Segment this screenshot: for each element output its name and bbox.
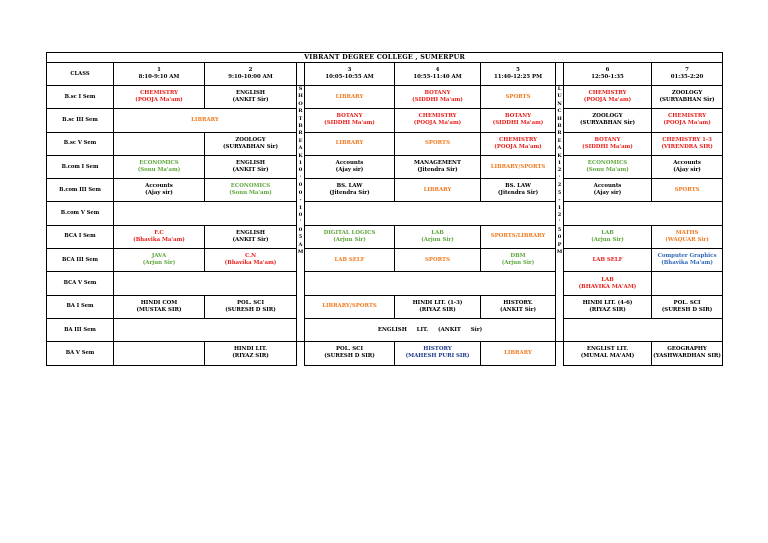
- break-letter: R: [298, 108, 303, 115]
- teacher: (Arjun Sir): [501, 260, 535, 267]
- teacher: (POOJA Ma'am): [413, 120, 462, 127]
- period-number: 5: [516, 67, 520, 73]
- class-name: B.com III Sem: [47, 179, 114, 202]
- schedule-cell: [652, 249, 723, 272]
- short-break-label: [297, 86, 304, 256]
- break-letter: 5: [298, 234, 303, 241]
- subject: ECONOMICS: [587, 160, 628, 167]
- schedule-cell: [205, 86, 297, 109]
- period-number: 3: [347, 67, 352, 73]
- subject: HINDI COM: [140, 299, 178, 306]
- schedule-cell: [205, 179, 297, 202]
- table-row: [47, 179, 723, 202]
- schedule-cell: [564, 249, 652, 272]
- teacher: (Arjun Sir): [591, 236, 624, 243]
- period-time: 10:05-10:55 AM: [325, 74, 374, 80]
- subject: HISTORY: [423, 346, 452, 353]
- break-letter: 0: [298, 226, 303, 233]
- break-letter: S: [298, 86, 303, 92]
- schedule-cell: [564, 295, 652, 318]
- subject: ENGLISH: [236, 229, 265, 236]
- break-letter: H: [557, 115, 562, 122]
- schedule-cell: [652, 225, 723, 248]
- teacher: (Jitendra Sir): [329, 190, 370, 197]
- schedule-cell: [114, 179, 205, 202]
- subject: Computer Graphics: [657, 253, 717, 260]
- teacher: (Arjun Sir): [421, 236, 454, 243]
- schedule-cell-empty: [305, 272, 556, 295]
- period-4-header: [395, 63, 481, 86]
- header-row: [47, 63, 723, 86]
- timetable-sheet: [46, 52, 722, 366]
- subject: GEOGRAPHY: [667, 346, 707, 353]
- period-time: 10:55-11:40 AM: [413, 74, 462, 80]
- subject: BS. LAW: [336, 183, 363, 190]
- teacher: (RIYAZ SIR): [589, 306, 626, 313]
- table-row: [47, 342, 723, 365]
- teacher: (ANKIT Sir): [232, 167, 269, 174]
- subject: Accounts: [145, 183, 173, 190]
- schedule-cell-empty: [114, 342, 205, 365]
- period-number: 4: [435, 67, 440, 73]
- subject: CHEMISTRY: [668, 113, 707, 120]
- page-title: VIBRANT DEGREE COLLEGE , SUMERPUR: [47, 53, 723, 63]
- table-row: [47, 272, 723, 295]
- schedule-cell: [564, 225, 652, 248]
- teacher: (Jitendra Sir): [417, 167, 458, 174]
- class-name: B.sc I Sem: [47, 86, 114, 109]
- schedule-cell: [395, 155, 481, 178]
- subject: CHEMISTRY: [588, 90, 627, 97]
- schedule-cell: [114, 86, 205, 109]
- short-break-gap-bottom: [297, 342, 305, 365]
- schedule-cell: [395, 86, 481, 109]
- class-name: BA I Sem: [47, 295, 114, 318]
- teacher: (Sonu Ma'am): [137, 167, 181, 174]
- break-letter: 1: [557, 204, 562, 211]
- class-name: B.com V Sem: [47, 202, 114, 225]
- class-name: B.com I Sem: [47, 155, 114, 178]
- break-letter: ': [558, 219, 561, 226]
- period-time: 9:10-10:00 AM: [228, 74, 273, 80]
- schedule-cell: [205, 155, 297, 178]
- schedule-cell: [205, 225, 297, 248]
- teacher: (SIDDHI Ma'am): [324, 120, 375, 127]
- subject: BOTANY: [424, 90, 451, 97]
- subject: CHEMISTRY: [139, 90, 179, 97]
- schedule-cell: [205, 249, 297, 272]
- subject: POL. SCI: [336, 346, 363, 353]
- subject: LAB: [431, 229, 444, 236]
- subject: BS. LAW: [505, 183, 531, 190]
- break-letter: A: [298, 145, 303, 152]
- teacher: (POOJA Ma'am): [583, 97, 632, 104]
- break-letter: ': [299, 219, 302, 226]
- schedule-cell: [305, 295, 395, 318]
- teacher: (Bhavika Ma'am): [661, 260, 713, 267]
- break-letter: L: [557, 86, 562, 92]
- table-row: [47, 109, 723, 132]
- table-row: [47, 202, 723, 225]
- schedule-cell: [652, 179, 723, 202]
- teacher: (ANKIT Sir): [232, 236, 269, 243]
- table-row: [47, 318, 723, 341]
- schedule-cell: [652, 109, 723, 132]
- schedule-cell: [564, 155, 652, 178]
- teacher: (Sonu Ma'am): [586, 167, 629, 174]
- schedule-cell: [395, 132, 481, 155]
- break-letter: H: [298, 93, 303, 100]
- period-5-header: [481, 63, 556, 86]
- short-break-column: [297, 86, 305, 342]
- break-letter: U: [557, 93, 562, 100]
- teacher: (ANKIT Sir): [499, 306, 537, 313]
- class-header: CLASS: [47, 63, 114, 86]
- teacher: (Ajay sir): [335, 167, 364, 174]
- schedule-cell: [205, 132, 297, 155]
- teacher: (SIDDHI Ma'am): [582, 143, 633, 150]
- schedule-cell-empty: [564, 202, 723, 225]
- subject: ENGLISH LIT. (ANKIT Sir): [377, 326, 483, 333]
- subject: LAB SELF: [592, 256, 623, 263]
- teacher: (VIRENDRA SIR): [661, 143, 713, 150]
- subject: ZOOLOGY: [235, 136, 266, 143]
- schedule-cell: [481, 249, 556, 272]
- period-time: 8:10-9:10 AM: [138, 74, 180, 80]
- break-letter: T: [298, 115, 303, 122]
- subject: SPORTS: [425, 140, 450, 147]
- break-letter: ': [558, 174, 561, 181]
- subject: DBM: [510, 253, 526, 260]
- schedule-cell-empty: [652, 272, 723, 295]
- break-letter: -: [299, 197, 302, 204]
- schedule-cell: [395, 179, 481, 202]
- schedule-cell: [114, 109, 297, 132]
- subject: CHEMISTRY 1-3: [662, 136, 712, 143]
- table-row: [47, 225, 723, 248]
- class-name: B.sc V Sem: [47, 132, 114, 155]
- subject: CHEMISTRY: [498, 136, 538, 143]
- break-letter: K: [298, 152, 303, 159]
- break-letter: N: [557, 100, 562, 107]
- teacher: (Ajay sir): [145, 190, 173, 197]
- schedule-cell-empty: [564, 318, 723, 341]
- teacher: (BHAVIKA MA'AM): [578, 283, 637, 290]
- schedule-cell: [114, 225, 205, 248]
- subject: BOTANY: [504, 113, 532, 120]
- subject: LAB: [601, 276, 614, 283]
- teacher: (WAQUAR Sir): [665, 236, 709, 243]
- break-letter: M: [556, 248, 563, 255]
- schedule-cell: [481, 132, 556, 155]
- schedule-cell: [114, 249, 205, 272]
- schedule-cell: [305, 109, 395, 132]
- subject: LIBRARY: [191, 116, 219, 123]
- table-row: [47, 249, 723, 272]
- schedule-cell-empty: [305, 202, 556, 225]
- break-letter: -: [558, 197, 561, 204]
- lunch-break-label: [556, 86, 563, 256]
- schedule-cell: [564, 179, 652, 202]
- teacher: (POOJA Ma'am): [663, 120, 711, 127]
- schedule-cell: [305, 86, 395, 109]
- period-2-header: [205, 63, 297, 86]
- schedule-cell: [481, 179, 556, 202]
- teacher: (YASHWARDHAN SIR): [653, 353, 721, 360]
- schedule-cell: [564, 109, 652, 132]
- subject: MANAGEMENT: [414, 160, 461, 167]
- break-letter: R: [557, 130, 562, 137]
- schedule-cell: [481, 295, 556, 318]
- schedule-cell: [652, 132, 723, 155]
- schedule-cell: [305, 318, 556, 341]
- period-3-header: [305, 63, 395, 86]
- break-letter: B: [557, 123, 562, 130]
- teacher: (SURYABHAN Sir): [659, 97, 715, 104]
- lunch-break-gap-top: [556, 63, 564, 86]
- schedule-cell: [481, 109, 556, 132]
- teacher: (Ajay sir): [593, 190, 622, 197]
- subject: HINDI LIT.: [233, 346, 268, 353]
- break-letter: P: [557, 241, 562, 248]
- break-letter: 2: [557, 211, 562, 218]
- subject: HISTORY.: [503, 299, 533, 306]
- subject: LIBRARY: [504, 349, 532, 356]
- schedule-cell: [395, 249, 481, 272]
- break-letter: ': [299, 174, 302, 181]
- period-7-header: [652, 63, 723, 86]
- teacher: (SURESH D SIR): [324, 353, 375, 360]
- break-letter: 0: [298, 189, 303, 196]
- schedule-cell-empty: [114, 272, 297, 295]
- schedule-cell: [305, 342, 395, 365]
- subject: LIBRARY: [423, 186, 452, 193]
- schedule-cell: [652, 295, 723, 318]
- teacher: (MAHESH PURI SIR): [405, 353, 470, 360]
- table-row: [47, 295, 723, 318]
- schedule-cell: [395, 342, 481, 365]
- subject: SPORTS: [674, 186, 700, 193]
- subject: HINDI LIT. (4-6): [582, 299, 633, 306]
- schedule-cell: [564, 342, 652, 365]
- teacher: (SURESH D SIR): [661, 306, 713, 313]
- period-6-header: [564, 63, 652, 86]
- subject: LAB SELF: [334, 256, 365, 263]
- break-letter: A: [298, 241, 303, 248]
- subject: LIBRARY: [335, 93, 364, 100]
- break-letter: 1: [298, 160, 303, 167]
- teacher: (Sonu Ma'am): [229, 190, 272, 197]
- teacher: (SIDDHI Ma'am): [492, 120, 544, 127]
- subject: POL. SCI: [673, 299, 701, 306]
- subject: ENGLIST LIT.: [586, 346, 629, 353]
- subject: Accounts: [673, 160, 701, 167]
- teacher: (SURYABHAN Sir): [222, 143, 279, 150]
- break-letter: 5: [557, 189, 562, 196]
- table-row: [47, 86, 723, 109]
- schedule-cell: [395, 295, 481, 318]
- schedule-cell: [481, 225, 556, 248]
- subject: HINDI LIT. (1-3): [412, 299, 463, 306]
- teacher: (Jitendra Sir): [497, 190, 539, 197]
- lunch-break-column: [556, 86, 564, 342]
- class-name: B.sc III Sem: [47, 109, 114, 132]
- break-letter: 2: [557, 182, 562, 189]
- teacher: (Ajay sir): [673, 167, 701, 174]
- break-letter: A: [557, 145, 562, 152]
- teacher: (MUSTAK SIR): [136, 306, 182, 313]
- schedule-cell: [652, 86, 723, 109]
- schedule-cell: [652, 155, 723, 178]
- class-name: BCA I Sem: [47, 225, 114, 248]
- teacher: (Bhavika Ma'am): [224, 260, 277, 267]
- break-letter: R: [298, 130, 303, 137]
- teacher: (Arjun Sir): [142, 260, 176, 267]
- period-number: 1: [157, 67, 161, 73]
- period-1-header: [114, 63, 205, 86]
- subject: ECONOMICS: [230, 183, 271, 190]
- subject: SPORTS/LIBRARY: [490, 233, 546, 240]
- subject: MATHS: [675, 229, 699, 236]
- subject: Accounts: [593, 183, 622, 190]
- subject: BOTANY: [594, 136, 621, 143]
- subject: CHEMISTRY: [418, 113, 457, 120]
- class-name: BCA III Sem: [47, 249, 114, 272]
- schedule-cell: [205, 295, 297, 318]
- schedule-cell: [305, 249, 395, 272]
- timetable: [46, 52, 723, 366]
- break-letter: M: [297, 248, 304, 255]
- schedule-cell: [481, 342, 556, 365]
- class-name: BCA V Sem: [47, 272, 114, 295]
- teacher: (POOJA Ma'am): [494, 143, 542, 150]
- schedule-cell: [564, 272, 652, 295]
- teacher: (MUMAL MA'AM): [580, 353, 635, 360]
- subject: DIGITAL LOGICS: [323, 229, 376, 236]
- teacher: (SIDDHI Ma'am): [412, 97, 463, 104]
- subject: ENGLISH: [236, 160, 265, 167]
- period-number: 2: [248, 67, 253, 73]
- short-break-gap-top: [297, 63, 305, 86]
- subject: BOTANY: [336, 113, 363, 120]
- subject: F.C: [154, 229, 164, 236]
- subject: SPORTS: [505, 93, 531, 100]
- schedule-cell: [395, 109, 481, 132]
- subject: LIBRARY: [335, 140, 364, 147]
- break-letter: E: [298, 137, 303, 144]
- teacher: (Bhavika Ma'am): [133, 236, 185, 243]
- schedule-cell: [305, 225, 395, 248]
- schedule-cell: [305, 132, 395, 155]
- schedule-cell: [305, 155, 395, 178]
- subject: C.N: [245, 253, 256, 260]
- schedule-cell: [652, 342, 723, 365]
- subject: ZOOLOGY: [592, 113, 623, 120]
- teacher: (POOJA Ma'am): [135, 97, 183, 104]
- break-letter: K: [557, 152, 562, 159]
- period-number: 7: [685, 67, 689, 73]
- title-row: [47, 53, 723, 63]
- schedule-cell-empty: [114, 202, 297, 225]
- break-letter: 0: [298, 211, 303, 218]
- subject: POL. SCI: [237, 299, 264, 306]
- break-letter: O: [298, 100, 303, 107]
- schedule-cell-empty: [114, 132, 205, 155]
- teacher: (SURYABHAN Sir): [579, 120, 636, 127]
- period-time: 11:40-12:25 PM: [493, 74, 543, 80]
- schedule-cell: [564, 86, 652, 109]
- lunch-break-gap-bottom: [556, 342, 564, 365]
- break-letter: 0: [298, 182, 303, 189]
- break-letter: 5: [557, 226, 562, 233]
- teacher: (RIYAZ SIR): [232, 353, 269, 360]
- subject: ECONOMICS: [139, 160, 179, 167]
- break-letter: 2: [557, 167, 562, 174]
- class-name: BA V Sem: [47, 342, 114, 365]
- schedule-cell: [205, 342, 297, 365]
- subject: SPORTS: [425, 256, 450, 263]
- break-letter: 0: [557, 234, 562, 241]
- period-time: 12:50-1:35: [591, 74, 624, 80]
- schedule-cell-empty: [114, 318, 297, 341]
- schedule-cell: [114, 295, 205, 318]
- class-name: BA III Sem: [47, 318, 114, 341]
- break-letter: 0: [298, 167, 303, 174]
- teacher: (RIYAZ SIR): [419, 306, 456, 313]
- period-number: 6: [605, 67, 610, 73]
- schedule-cell: [564, 132, 652, 155]
- subject: JAVA: [151, 253, 167, 260]
- subject: ENGLISH: [236, 90, 265, 97]
- teacher: (Arjun Sir): [333, 236, 366, 243]
- schedule-cell: [481, 155, 556, 178]
- table-row: [47, 155, 723, 178]
- schedule-cell: [395, 225, 481, 248]
- schedule-cell: [481, 86, 556, 109]
- schedule-cell: [305, 179, 395, 202]
- subject: LIBRARY/SPORTS: [490, 163, 546, 170]
- schedule-cell: [114, 155, 205, 178]
- break-letter: 1: [298, 204, 303, 211]
- subject: LIBRARY/SPORTS: [322, 303, 377, 310]
- break-letter: E: [557, 137, 562, 144]
- teacher: (ANKIT Sir): [232, 97, 269, 104]
- break-letter: B: [298, 123, 303, 130]
- table-row: [47, 132, 723, 155]
- teacher: (SURESH D SIR): [225, 306, 276, 313]
- break-letter: 1: [557, 160, 562, 167]
- subject: Accounts: [335, 160, 364, 167]
- subject: LAB: [601, 229, 614, 236]
- period-time: 01:35-2:20: [670, 74, 704, 80]
- break-letter: C: [557, 108, 562, 115]
- subject: ZOOLOGY: [671, 90, 703, 97]
